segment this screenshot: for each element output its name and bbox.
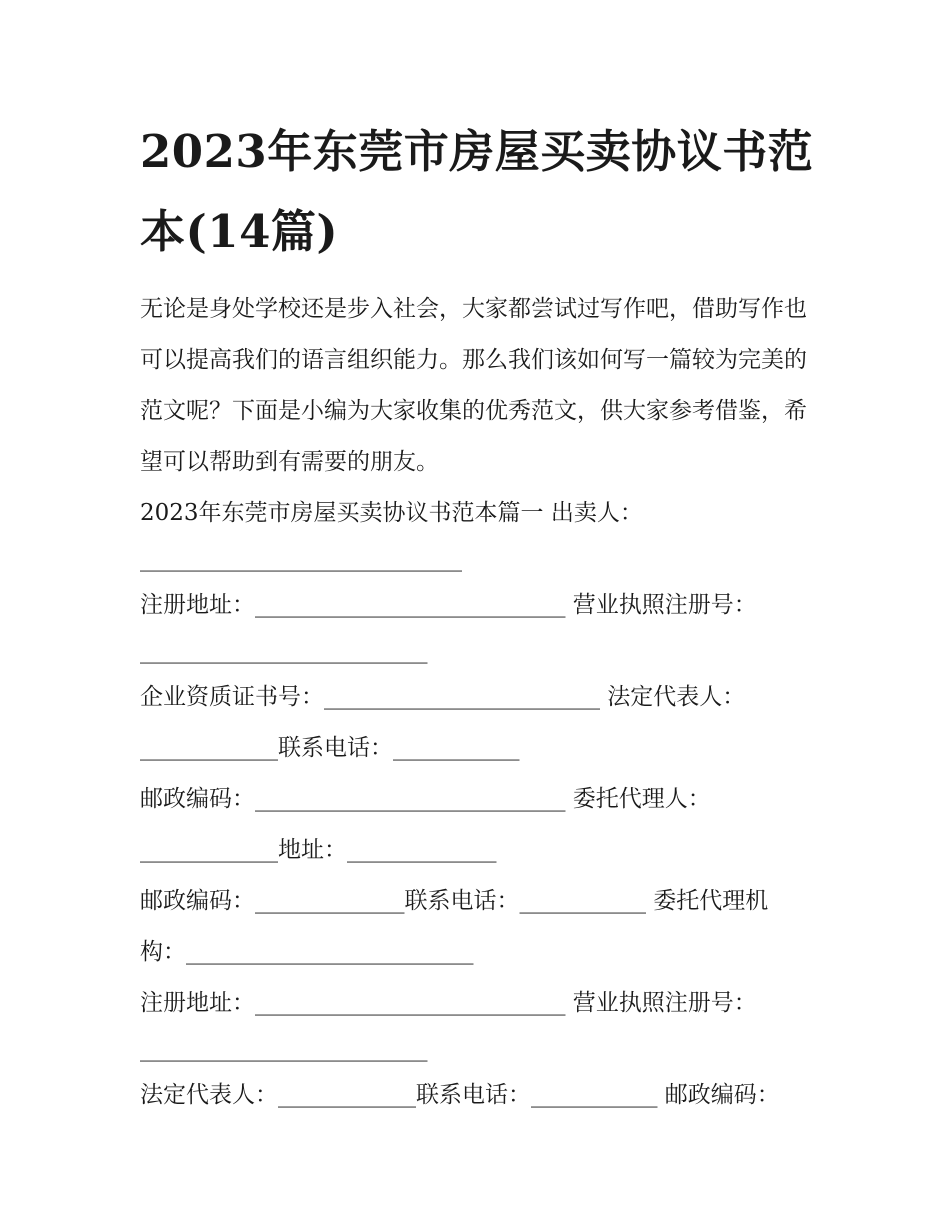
contract-line-registered-address: 注册地址：___________________________ 营业执照注册号： bbox=[140, 592, 757, 618]
document-page bbox=[140, 112, 820, 1121]
contract-line-seller-blank: ____________________________ bbox=[140, 546, 462, 572]
contract-line-postcode-phone: 邮政编码：_____________联系电话：___________ 委托代理机 bbox=[140, 888, 769, 914]
contract-line-postcode-agent: 邮政编码：___________________________ 委托代理人： bbox=[140, 786, 711, 812]
contract-line-license-blank: _________________________ bbox=[140, 638, 428, 664]
contract-line-qualification: 企业资质证书号：________________________ 法定代表人： bbox=[140, 684, 746, 710]
contract-line-phone: ____________联系电话：___________ bbox=[140, 735, 520, 761]
contract-body bbox=[140, 488, 820, 1121]
intro-paragraph: 无论是身处学校还是步入社会，大家都尝试过写作吧，借助写作也可以提高我们的语言组织能力。那么我们该如何写一篇较为完美的范文呢？下面是小编为大家收集的优秀范文，供大家参考借鉴，希望可以帮助到有需要的朋友。 bbox=[140, 296, 807, 475]
contract-line-agent-address: ____________地址：_____________ bbox=[140, 837, 497, 863]
contract-line-legal-rep: 法定代表人：____________联系电话：___________ 邮政编码： bbox=[140, 1082, 780, 1108]
contract-line-seller-heading: 2023年东莞市房屋买卖协议书范本篇一 出卖人： bbox=[140, 500, 643, 526]
contract-line-license-blank-2: _________________________ bbox=[140, 1036, 428, 1062]
contract-line-registered-address-2: 注册地址：___________________________ 营业执照注册号： bbox=[140, 990, 757, 1016]
contract-line-agency: 构：_________________________ bbox=[140, 939, 474, 965]
document-title: 2023年东莞市房屋买卖协议书范本(14篇) bbox=[140, 125, 814, 258]
